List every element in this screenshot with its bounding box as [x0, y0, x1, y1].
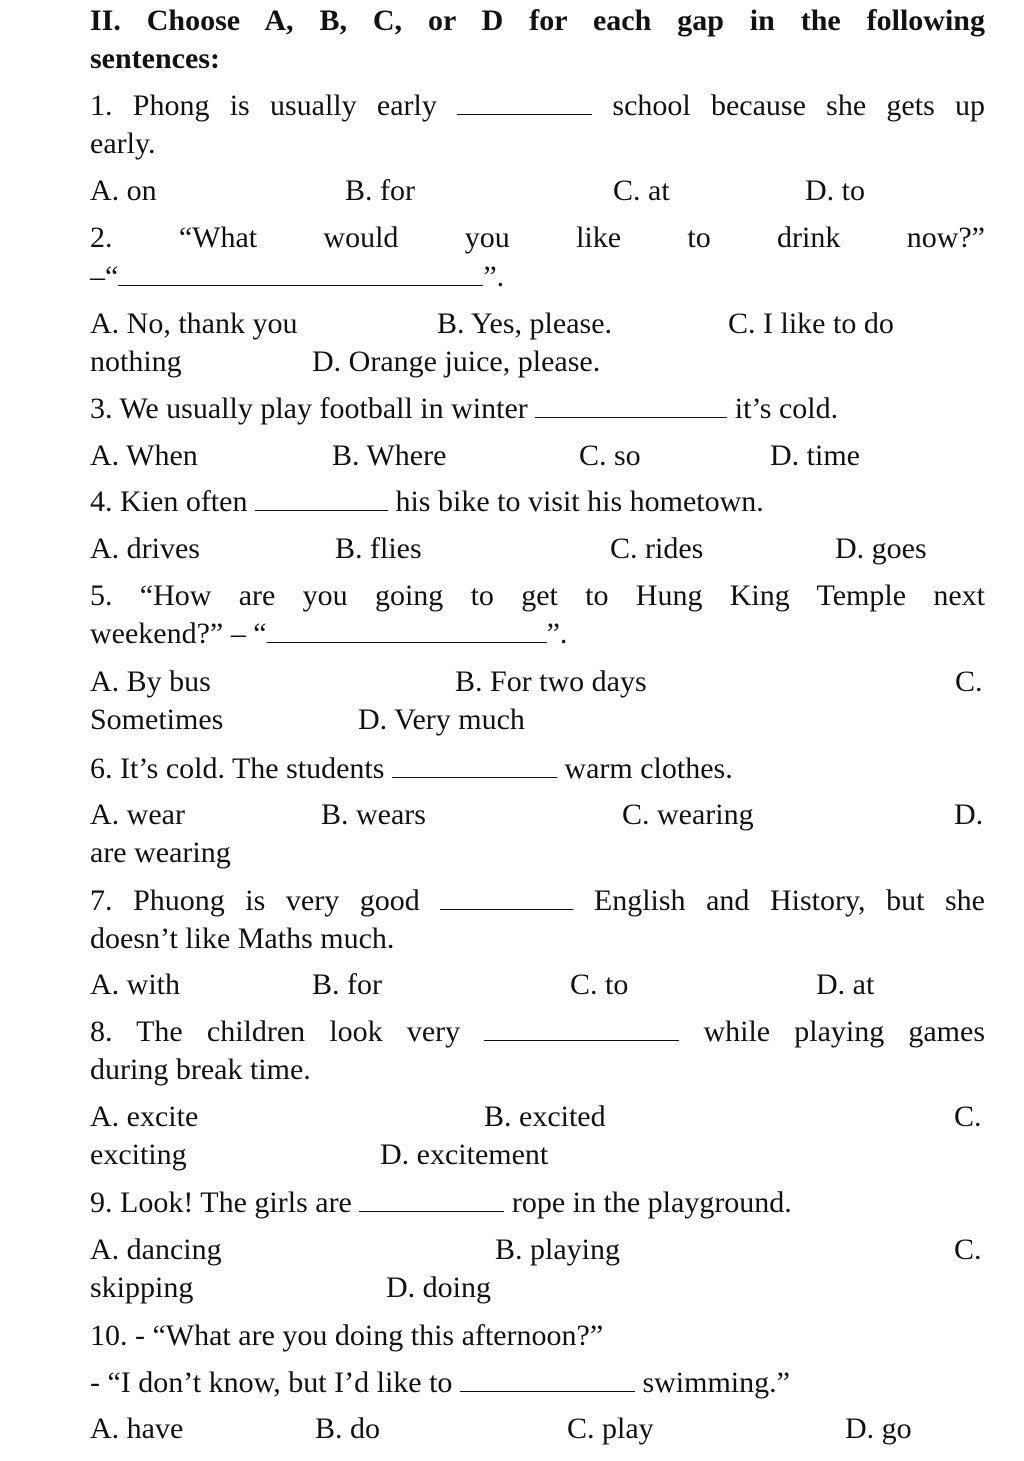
q7-text-before: 7. Phuong is very good — [90, 884, 420, 917]
question-9 — [90, 1184, 985, 1222]
q3-text-after: it’s cold. — [734, 392, 839, 425]
question-5 — [90, 577, 985, 615]
q4-option-a[interactable]: A. drives — [90, 532, 200, 565]
q7-text-after: English and History, but she — [593, 884, 985, 917]
question-8 — [90, 1013, 985, 1051]
q7-option-c[interactable]: C. to — [570, 968, 629, 1001]
q3-option-a[interactable]: A. When — [90, 439, 198, 472]
q8-option-c-cont[interactable]: exciting — [90, 1138, 187, 1171]
q8-text-cont: during break time. — [90, 1053, 311, 1086]
q2-close-quote: ”. — [483, 260, 505, 293]
q4-option-b[interactable]: B. flies — [335, 532, 422, 565]
question-1 — [90, 87, 985, 125]
q1-option-a[interactable]: A. on — [90, 174, 157, 207]
q7-blank — [440, 883, 573, 910]
q6-option-b[interactable]: B. wears — [321, 798, 426, 831]
q8-option-b[interactable]: B. excited — [484, 1100, 606, 1133]
q4-option-c[interactable]: C. rides — [610, 532, 704, 565]
q5-blank — [267, 616, 547, 643]
q10-option-c[interactable]: C. play — [567, 1412, 654, 1445]
q8-option-c[interactable]: C. — [954, 1100, 982, 1133]
q8-text-after: while playing games — [703, 1015, 986, 1048]
q9-blank — [359, 1185, 504, 1212]
heading-text: II. Choose A, B, C, or D for each gap in the following — [90, 4, 985, 37]
q2-text: 2. “What would you like to drink now?” — [90, 221, 985, 254]
q4-text-after: his bike to visit his hometown. — [395, 485, 764, 518]
q6-blank — [392, 751, 557, 778]
q8-option-d[interactable]: D. excitement — [380, 1138, 549, 1171]
q2-open-quote: –“ — [90, 260, 119, 293]
q9-option-c[interactable]: C. — [954, 1233, 982, 1266]
q7-option-b[interactable]: B. for — [312, 968, 382, 1001]
q3-text-before: 3. We usually play football in winter — [90, 392, 528, 425]
q6-text-before: 6. It’s cold. The students — [90, 752, 385, 785]
question-10-cont — [90, 1364, 985, 1402]
question-7-cont — [90, 920, 985, 958]
q2-option-d[interactable]: D. Orange juice, please. — [312, 345, 601, 378]
q2-option-c-cont[interactable]: nothing — [90, 345, 182, 378]
q1-blank — [457, 88, 592, 115]
q3-option-b[interactable]: B. Where — [332, 439, 447, 472]
q1-text-after: school because she gets up — [612, 89, 986, 122]
q10-blank — [460, 1365, 635, 1392]
q1-option-d[interactable]: D. to — [805, 174, 865, 207]
heading-text-cont: sentences: — [90, 42, 220, 75]
q7-text-cont: doesn’t like Maths much. — [90, 922, 395, 955]
q10-text-after: swimming.” — [642, 1366, 790, 1399]
q1-text-cont: early. — [90, 127, 156, 160]
q3-option-c[interactable]: C. so — [579, 439, 641, 472]
q8-text-before: 8. The children look very — [90, 1015, 461, 1048]
q5-option-c[interactable]: C. — [955, 665, 983, 698]
q8-option-a[interactable]: A. excite — [90, 1100, 199, 1133]
q2-blank — [118, 259, 483, 286]
question-1-cont — [90, 125, 985, 163]
q10-option-a[interactable]: A. have — [90, 1412, 184, 1445]
q5-close-quote: ”. — [546, 617, 568, 650]
q2-option-c[interactable]: C. I like to do — [728, 307, 894, 340]
question-3 — [90, 390, 985, 428]
q6-option-d[interactable]: D. — [954, 798, 984, 831]
q10-option-d[interactable]: D. go — [845, 1412, 912, 1445]
q5-option-b[interactable]: B. For two days — [455, 665, 647, 698]
q6-option-c[interactable]: C. wearing — [622, 798, 754, 831]
q9-text-before: 9. Look! The girls are — [90, 1186, 352, 1219]
q1-option-b[interactable]: B. for — [345, 174, 415, 207]
q9-option-c-cont[interactable]: skipping — [90, 1271, 194, 1304]
q10-text-before: - “I don’t know, but I’d like to — [90, 1366, 453, 1399]
section-heading-cont — [90, 40, 985, 78]
q9-text-after: rope in the playground. — [511, 1186, 792, 1219]
q1-option-c[interactable]: C. at — [613, 174, 670, 207]
q6-option-d-cont[interactable]: are wearing — [90, 836, 231, 869]
question-2-cont — [90, 258, 985, 296]
q9-option-b[interactable]: B. playing — [495, 1233, 620, 1266]
q5-option-a[interactable]: A. By bus — [90, 665, 211, 698]
section-heading — [90, 2, 985, 40]
q9-option-d[interactable]: D. doing — [386, 1271, 491, 1304]
q3-blank — [535, 391, 727, 418]
question-4 — [90, 483, 985, 521]
q5-option-d[interactable]: D. Very much — [358, 703, 525, 736]
question-8-cont — [90, 1051, 985, 1089]
q2-option-a[interactable]: A. No, thank you — [90, 307, 298, 340]
q5-text: 5. “How are you going to get to Hung King Temple next — [90, 579, 985, 612]
question-5-cont — [90, 615, 985, 653]
question-10 — [90, 1317, 985, 1355]
q7-option-a[interactable]: A. with — [90, 968, 180, 1001]
question-2 — [90, 219, 985, 257]
q4-text-before: 4. Kien often — [90, 485, 248, 518]
q8-blank — [484, 1014, 679, 1041]
q6-text-after: warm clothes. — [564, 752, 733, 785]
question-7 — [90, 882, 985, 920]
q4-option-d[interactable]: D. goes — [835, 532, 927, 565]
question-6 — [90, 750, 985, 788]
q7-option-d[interactable]: D. at — [816, 968, 875, 1001]
q4-blank — [255, 484, 388, 511]
q2-option-b[interactable]: B. Yes, please. — [437, 307, 613, 340]
q10-option-b[interactable]: B. do — [315, 1412, 381, 1445]
q3-option-d[interactable]: D. time — [770, 439, 860, 472]
q5-text-cont: weekend?” – “ — [90, 617, 267, 650]
q5-option-c-cont[interactable]: Sometimes — [90, 703, 224, 736]
q10-text: 10. - “What are you doing this afternoon?” — [90, 1319, 604, 1352]
q9-option-a[interactable]: A. dancing — [90, 1233, 222, 1266]
q1-text-before: 1. Phong is usually early — [90, 89, 437, 122]
q6-option-a[interactable]: A. wear — [90, 798, 185, 831]
